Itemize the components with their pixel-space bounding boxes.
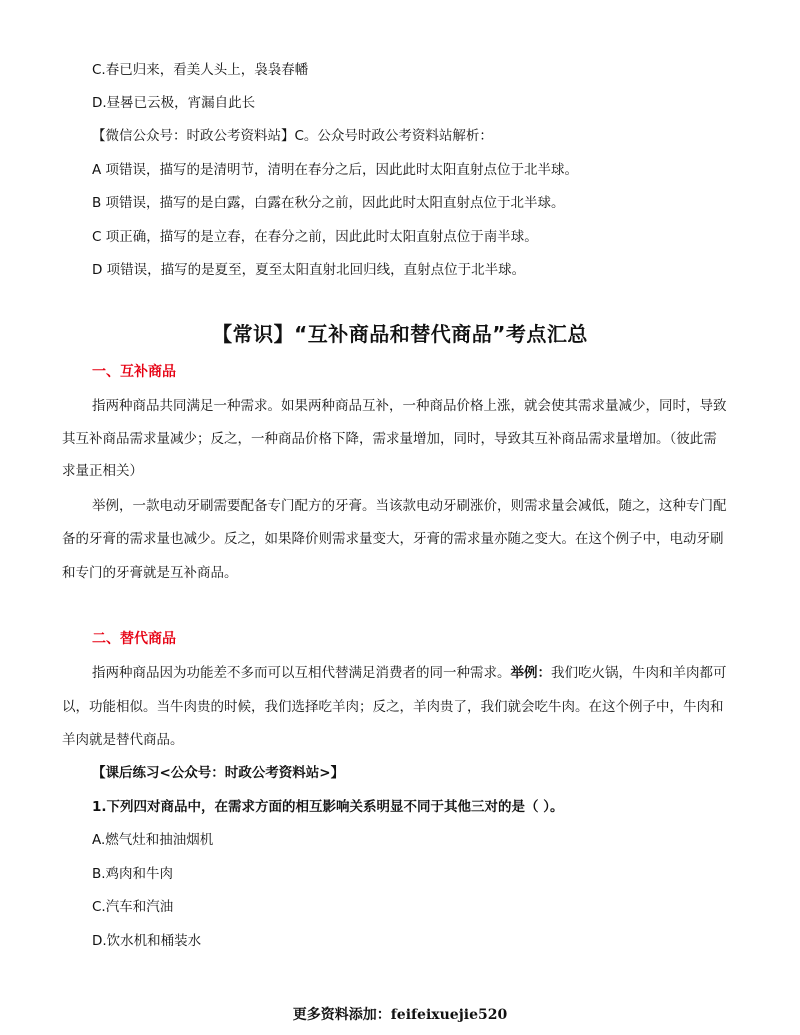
analysis-d: D 项错误，描写的是夏至，夏至太阳直射北回归线，直射点位于北半球。	[92, 262, 526, 278]
section2-example-label: 举例：	[510, 665, 551, 681]
section1-p2-line2: 备的牙膏的需求量也减少。反之，如果降价则需求量变大，牙膏的需求量亦随之变大。在这个例子中，电动牙刷	[62, 531, 724, 547]
section1-p1-line2: 其互补商品需求量减少；反之，一种商品价格下降，需求量增加，同时，导致其互补商品需求量增加。（彼此需	[62, 431, 717, 447]
section2-p1-line3: 羊肉就是替代商品。	[62, 732, 184, 748]
practice-option-c: C.汽车和汽油	[92, 899, 174, 915]
practice-option-b: B.鸡肉和牛肉	[92, 866, 174, 882]
section1-p2-line1: 举例，一款电动牙刷需要配备专门配方的牙膏。当该款电动牙刷涨价，则需求量会减低，随之，这种专门配	[92, 498, 727, 514]
section2-heading: 二、替代商品	[92, 631, 176, 647]
footer-contact: 更多资料添加：feifeixuejie520	[292, 1007, 508, 1023]
article-title: 【常识】“互补商品和替代商品”考点汇总	[212, 322, 588, 346]
answer-line: 【微信公众号：时政公考资料站】C。公众号时政公考资料站解析：	[92, 128, 493, 144]
practice-question: 1.下列四对商品中，在需求方面的相互影响关系明显不同于其他三对的是（ ）。	[92, 799, 564, 815]
analysis-a: A 项错误，描写的是清明节，清明在春分之后，因此此时太阳直射点位于北半球。	[92, 162, 579, 178]
practice-option-a: A.燃气灶和抽油烟机	[92, 832, 214, 848]
option-d: D.昼晷已云极，宵漏自此长	[92, 95, 256, 111]
section2-p1-line1-a: 指两种商品因为功能差不多而可以互相代替满足消费者的同一种需求。	[92, 665, 511, 681]
practice-option-d: D.饮水机和桶装水	[92, 933, 202, 949]
section1-p2-line3: 和专门的牙膏就是互补商品。	[62, 565, 238, 581]
section2-p1-line2: 以，功能相似。当牛肉贵的时候，我们选择吃羊肉；反之，羊肉贵了，我们就会吃牛肉。在这个例子中，牛肉和	[62, 699, 724, 715]
section1-p1-line3: 求量正相关）	[62, 463, 143, 479]
analysis-c: C 项正确，描写的是立春，在春分之前，因此此时太阳直射点位于南半球。	[92, 229, 538, 245]
section2-p1-line1-b: 我们吃火锅，牛肉和羊肉都可	[551, 665, 727, 681]
practice-heading: 【课后练习<公众号：时政公考资料站>】	[92, 765, 345, 781]
analysis-b: B 项错误，描写的是白露，白露在秋分之前，因此此时太阳直射点位于北半球。	[92, 195, 565, 211]
section2-p1-line1	[92, 664, 727, 682]
option-c: C.春已归来，看美人头上，袅袅春幡	[92, 62, 309, 78]
section1-heading: 一、互补商品	[92, 364, 176, 380]
section1-p1-line1: 指两种商品共同满足一种需求。如果两种商品互补，一种商品价格上涨，就会使其需求量减少，同时，导致	[92, 398, 727, 414]
